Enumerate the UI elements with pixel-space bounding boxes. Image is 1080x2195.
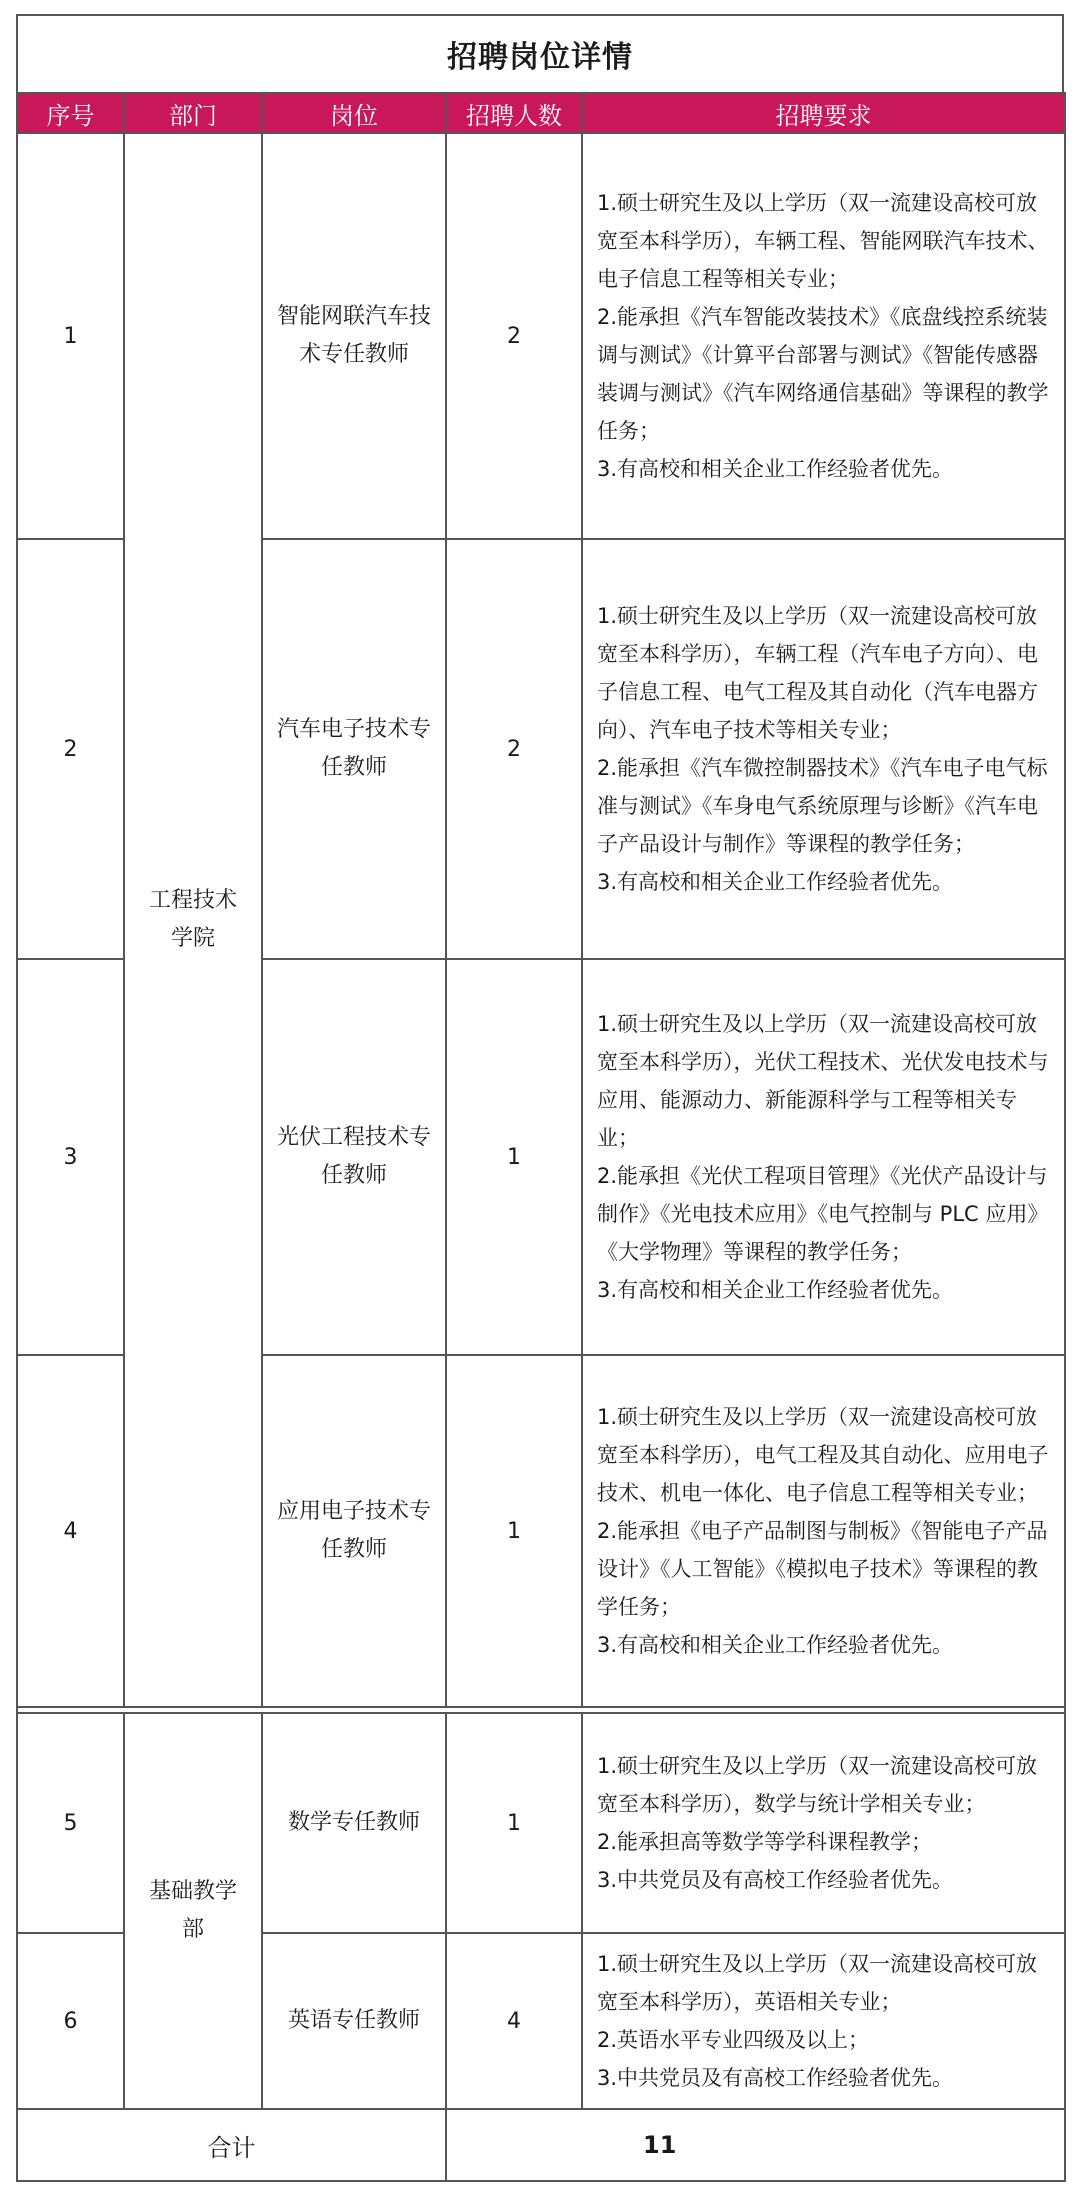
requirement-line: 1.硕士研究生及以上学历（双一流建设高校可放宽至本科学历），数学与统计学相关专业； (597, 1754, 1038, 1816)
row-count: 1 (446, 959, 582, 1355)
row-seq: 5 (17, 1713, 124, 1933)
requirement-line: 2.能承担《汽车微控制器技术》《汽车电子电气标准与测试》《车身电气系统原理与诊断》《汽车电子产品设计与制作》等课程的教学任务； (597, 756, 1048, 856)
requirement-line: 1.硕士研究生及以上学历（双一流建设高校可放宽至本科学历），车辆工程、智能网联汽车技术、电子信息工程等相关专业； (597, 191, 1049, 291)
row-requirements (582, 133, 1065, 539)
row-seq: 2 (17, 539, 124, 959)
table-row (17, 133, 1065, 539)
requirement-line: 3.中共党员及有高校工作经验者优先。 (597, 1868, 954, 1892)
row-position: 应用电子技术专任教师 (262, 1355, 446, 1707)
requirement-line: 3.中共党员及有高校工作经验者优先。 (597, 2066, 954, 2090)
row-requirements (582, 539, 1065, 959)
requirement-line: 3.有高校和相关企业工作经验者优先。 (597, 870, 954, 894)
requirement-line: 3.有高校和相关企业工作经验者优先。 (597, 1633, 954, 1657)
header-seq: 序号 (17, 93, 124, 133)
requirement-line: 1.硕士研究生及以上学历（双一流建设高校可放宽至本科学历），英语相关专业； (597, 1952, 1038, 2014)
requirement-line: 2.能承担《汽车智能改装技术》《底盘线控系统装调与测试》《计算平台部署与测试》《智能传感器装调与测试》《汽车网络通信基础》等课程的教学任务； (597, 305, 1049, 443)
row-position: 数学专任教师 (262, 1713, 446, 1933)
total-value (446, 2109, 1065, 2181)
dept-label: 基础教学部 (148, 1879, 237, 1942)
dept-label: 工程技术学院 (148, 888, 237, 951)
total-row (17, 2109, 1065, 2181)
row-count: 1 (446, 1713, 582, 1933)
table-row (17, 1713, 1065, 1933)
row-seq: 4 (17, 1355, 124, 1707)
requirement-line: 1.硕士研究生及以上学历（双一流建设高校可放宽至本科学历），光伏工程技术、光伏发电技术与应用、能源动力、新能源科学与工程等相关专业； (597, 1012, 1049, 1150)
requirement-line: 3.有高校和相关企业工作经验者优先。 (597, 1278, 954, 1302)
page-title: 招聘岗位详情 (16, 14, 1064, 92)
row-seq: 3 (17, 959, 124, 1355)
row-position: 汽车电子技术专任教师 (262, 539, 446, 959)
row-requirements (582, 1713, 1065, 1933)
requirement-line: 3.有高校和相关企业工作经验者优先。 (597, 457, 954, 481)
row-requirements (582, 959, 1065, 1355)
row-dept (124, 1713, 262, 2109)
header-position: 岗位 (262, 93, 446, 133)
row-dept (124, 133, 262, 1707)
requirement-line: 2.英语水平专业四级及以上； (597, 2028, 870, 2052)
requirement-line: 1.硕士研究生及以上学历（双一流建设高校可放宽至本科学历），车辆工程（汽车电子方向）、电子信息工程、电气工程及其自动化（汽车电器方向）、汽车电子技术等相关专业； (597, 604, 1038, 742)
requirement-line: 2.能承担高等数学等学科课程教学； (597, 1830, 933, 1854)
table-header-row (17, 93, 1065, 133)
row-position: 光伏工程技术专任教师 (262, 959, 446, 1355)
row-count: 1 (446, 1355, 582, 1707)
requirement-line: 2.能承担《电子产品制图与制板》《智能电子产品设计》《人工智能》《模拟电子技术》等课程的教学任务； (597, 1519, 1048, 1619)
requirement-line: 2.能承担《光伏工程项目管理》《光伏产品设计与制作》《光电技术应用》《电气控制与 PLC 应用》《大学物理》等课程的教学任务； (597, 1164, 1049, 1264)
row-count: 4 (446, 1933, 582, 2109)
row-position: 智能网联汽车技术专任教师 (262, 133, 446, 539)
row-count: 2 (446, 133, 582, 539)
row-requirements (582, 1355, 1065, 1707)
row-position: 英语专任教师 (262, 1933, 446, 2109)
header-dept: 部门 (124, 93, 262, 133)
requirement-line: 1.硕士研究生及以上学历（双一流建设高校可放宽至本科学历），电气工程及其自动化、应用电子技术、机电一体化、电子信息工程等相关专业； (597, 1405, 1049, 1505)
recruitment-table-container (16, 14, 1064, 2182)
header-requirements: 招聘要求 (582, 93, 1065, 133)
recruitment-table (16, 92, 1066, 2182)
total-value-text: 11 (643, 2131, 677, 2159)
total-label: 合计 (17, 2109, 446, 2181)
row-seq: 1 (17, 133, 124, 539)
row-seq: 6 (17, 1933, 124, 2109)
row-requirements (582, 1933, 1065, 2109)
row-count: 2 (446, 539, 582, 959)
header-count: 招聘人数 (446, 93, 582, 133)
